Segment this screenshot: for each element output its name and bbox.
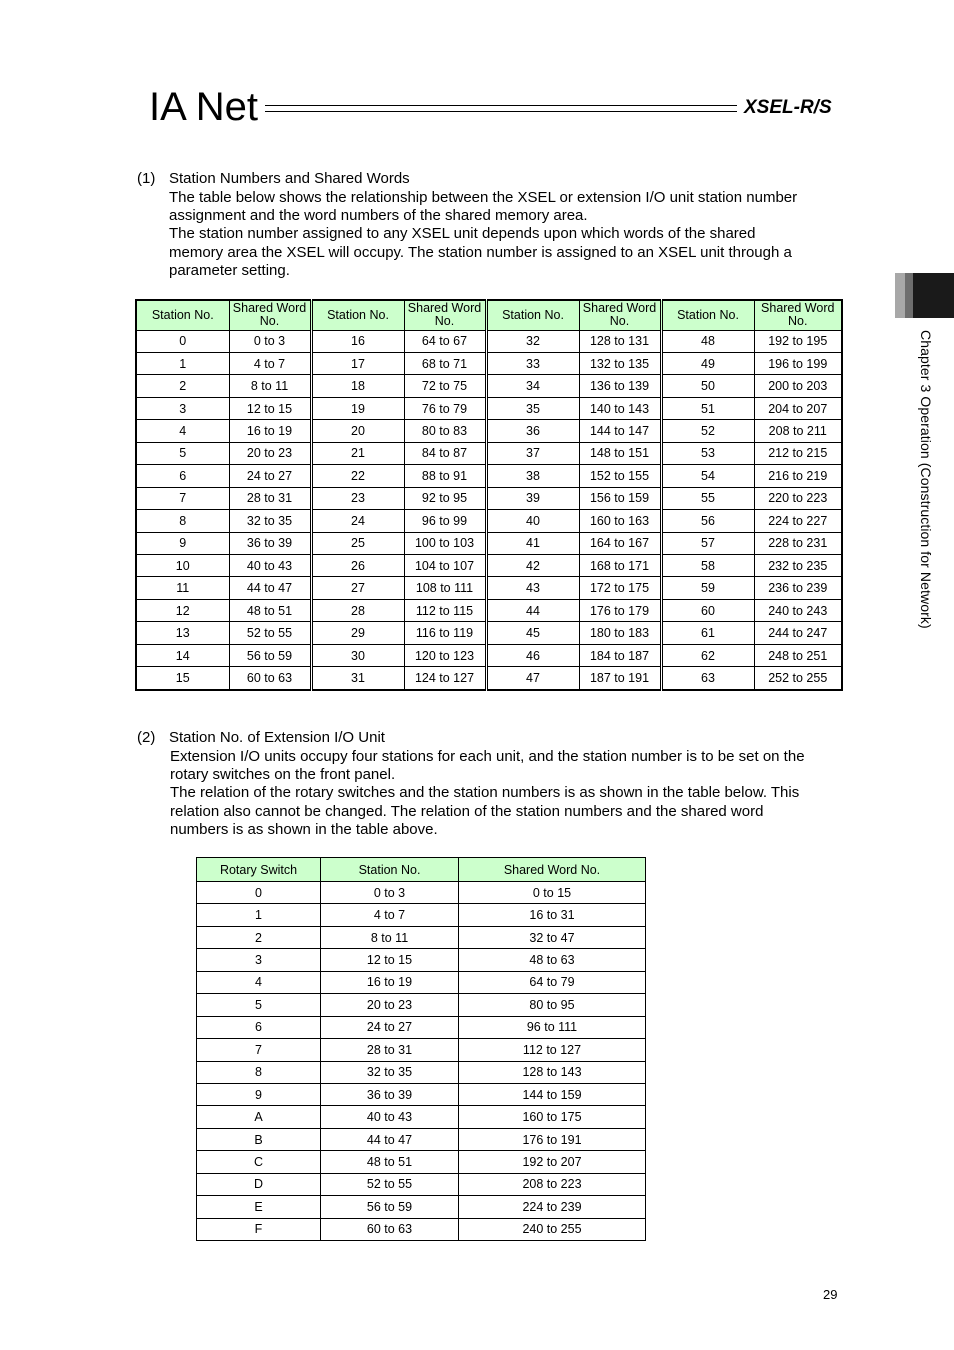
- station-no-cell: 47: [486, 667, 579, 690]
- station-no-cell: 25: [311, 532, 404, 554]
- product-name: XSEL-R/S: [744, 97, 832, 118]
- table-row: [136, 420, 842, 442]
- station-no-cell: 0 to 3: [321, 882, 459, 904]
- rotary-switch-cell: 0: [197, 882, 321, 904]
- station-no-cell: 52 to 55: [321, 1173, 459, 1195]
- station-no-cell: 31: [311, 667, 404, 690]
- station-no-cell: 4: [136, 420, 229, 442]
- shared-word-cell: 32 to 47: [459, 926, 646, 948]
- table-row: [136, 555, 842, 577]
- section-1-number: (1): [137, 170, 156, 187]
- station-no-cell: 12: [136, 599, 229, 621]
- shared-word-cell: 0 to 15: [459, 882, 646, 904]
- station-shared-word-table: [135, 299, 843, 691]
- shared-word-cell: 132 to 135: [579, 352, 661, 374]
- station-no-cell: 34: [486, 375, 579, 397]
- station-no-cell: 35: [486, 397, 579, 419]
- table-row: [136, 622, 842, 644]
- shared-word-cell: 104 to 107: [404, 555, 486, 577]
- shared-word-cell: 16 to 31: [459, 904, 646, 926]
- shared-word-cell: 168 to 171: [579, 555, 661, 577]
- shared-word-cell: 184 to 187: [579, 644, 661, 666]
- shared-word-cell: 180 to 183: [579, 622, 661, 644]
- shared-word-cell: 144 to 159: [459, 1083, 646, 1105]
- shared-word-cell: 216 to 219: [754, 465, 842, 487]
- shared-word-cell: 76 to 79: [404, 397, 486, 419]
- shared-word-cell: 96 to 111: [459, 1016, 646, 1038]
- rotary-switch-cell: 7: [197, 1039, 321, 1061]
- table-row: [136, 532, 842, 554]
- shared-word-cell: 208 to 211: [754, 420, 842, 442]
- station-no-cell: 44: [486, 599, 579, 621]
- table-row: [136, 667, 842, 690]
- shared-word-cell: 160 to 163: [579, 510, 661, 532]
- table-row: [197, 1196, 646, 1218]
- rotary-switch-cell: 8: [197, 1061, 321, 1083]
- station-no-cell: 60: [661, 599, 754, 621]
- station-no-cell: 46: [486, 644, 579, 666]
- shared-word-cell: 28 to 31: [229, 487, 311, 509]
- shared-word-cell: 8 to 11: [229, 375, 311, 397]
- section-1-line: parameter setting.: [169, 262, 290, 280]
- shared-word-cell: 220 to 223: [754, 487, 842, 509]
- section-1-heading: Station Numbers and Shared Words: [169, 170, 410, 187]
- section-2-heading: Station No. of Extension I/O Unit: [169, 729, 385, 746]
- section-2-body: [170, 748, 860, 840]
- shared-word-cell: 192 to 195: [754, 330, 842, 352]
- shared-word-cell: 88 to 91: [404, 465, 486, 487]
- station-no-cell: 15: [136, 667, 229, 690]
- table-row: [197, 926, 646, 948]
- shared-word-cell: 112 to 127: [459, 1039, 646, 1061]
- station-no-cell: 60 to 63: [321, 1218, 459, 1240]
- shared-word-cell: 128 to 143: [459, 1061, 646, 1083]
- station-no-cell: 36 to 39: [321, 1083, 459, 1105]
- shared-word-cell: 236 to 239: [754, 577, 842, 599]
- shared-word-cell: 16 to 19: [229, 420, 311, 442]
- station-no-cell: 4 to 7: [321, 904, 459, 926]
- shared-word-cell: 0 to 3: [229, 330, 311, 352]
- table-row: [136, 352, 842, 374]
- station-no-cell: 11: [136, 577, 229, 599]
- shared-word-cell: 80 to 83: [404, 420, 486, 442]
- section-2-line: numbers is as shown in the table above.: [170, 821, 438, 839]
- station-no-cell: 1: [136, 352, 229, 374]
- shared-word-cell: 248 to 251: [754, 644, 842, 666]
- shared-word-cell: 204 to 207: [754, 397, 842, 419]
- station-no-cell: 48 to 51: [321, 1151, 459, 1173]
- header-rule-top: [265, 105, 737, 106]
- station-no-cell: 39: [486, 487, 579, 509]
- station-no-cell: 6: [136, 465, 229, 487]
- station-no-cell: 54: [661, 465, 754, 487]
- table-row: [197, 1039, 646, 1061]
- station-no-cell: 40: [486, 510, 579, 532]
- shared-word-cell: 20 to 23: [229, 442, 311, 464]
- station-no-cell: 18: [311, 375, 404, 397]
- section-1-line: assignment and the word numbers of the shared memory area.: [169, 206, 588, 224]
- table-row: [136, 577, 842, 599]
- shared-word-cell: 60 to 63: [229, 667, 311, 690]
- station-no-cell: 16 to 19: [321, 971, 459, 993]
- shared-word-cell: 244 to 247: [754, 622, 842, 644]
- section-1-line: memory area the XSEL will occupy. The station number is assigned to an XSEL unit through a: [169, 243, 792, 261]
- shared-word-cell: 64 to 79: [459, 971, 646, 993]
- shared-word-cell: 152 to 155: [579, 465, 661, 487]
- shared-word-cell: 136 to 139: [579, 375, 661, 397]
- rotary-switch-cell: F: [197, 1218, 321, 1240]
- station-no-cell: 24 to 27: [321, 1016, 459, 1038]
- section-2-number: (2): [137, 729, 156, 746]
- station-no-cell: 20: [311, 420, 404, 442]
- shared-word-cell: 140 to 143: [579, 397, 661, 419]
- station-no-cell: 57: [661, 532, 754, 554]
- table-row: [197, 1151, 646, 1173]
- table-row: [136, 599, 842, 621]
- header-station-no: Station No.: [321, 858, 459, 882]
- station-no-cell: 20 to 23: [321, 994, 459, 1016]
- station-no-cell: 56: [661, 510, 754, 532]
- shared-word-cell: 224 to 227: [754, 510, 842, 532]
- station-no-cell: 23: [311, 487, 404, 509]
- station-no-cell: 43: [486, 577, 579, 599]
- table-row: [197, 1083, 646, 1105]
- table-row: [136, 644, 842, 666]
- station-no-cell: 28: [311, 599, 404, 621]
- shared-word-cell: 212 to 215: [754, 442, 842, 464]
- table-row: [197, 1106, 646, 1128]
- header-station-no: Station No.: [136, 300, 229, 330]
- shared-word-cell: 36 to 39: [229, 532, 311, 554]
- shared-word-cell: 164 to 167: [579, 532, 661, 554]
- station-no-cell: 8 to 11: [321, 926, 459, 948]
- station-no-cell: 56 to 59: [321, 1196, 459, 1218]
- rotary-switch-cell: 3: [197, 949, 321, 971]
- shared-word-cell: 232 to 235: [754, 555, 842, 577]
- shared-word-cell: 187 to 191: [579, 667, 661, 690]
- shared-word-cell: 176 to 191: [459, 1128, 646, 1150]
- header-station-no: Station No.: [311, 300, 404, 330]
- station-no-cell: 28 to 31: [321, 1039, 459, 1061]
- station-no-cell: 2: [136, 375, 229, 397]
- shared-word-cell: 44 to 47: [229, 577, 311, 599]
- document-title: IA Net: [149, 85, 258, 129]
- section-1-line: The station number assigned to any XSEL unit depends upon which words of the shared: [169, 225, 756, 243]
- rotary-switch-cell: 2: [197, 926, 321, 948]
- station-no-cell: 55: [661, 487, 754, 509]
- shared-word-cell: 64 to 67: [404, 330, 486, 352]
- table-row: [197, 971, 646, 993]
- shared-word-cell: 56 to 59: [229, 644, 311, 666]
- station-no-cell: 41: [486, 532, 579, 554]
- station-no-cell: 21: [311, 442, 404, 464]
- station-no-cell: 36: [486, 420, 579, 442]
- shared-word-cell: 160 to 175: [459, 1106, 646, 1128]
- shared-word-cell: 120 to 123: [404, 644, 486, 666]
- station-no-cell: 26: [311, 555, 404, 577]
- shared-word-cell: 172 to 175: [579, 577, 661, 599]
- table-row: [197, 949, 646, 971]
- station-no-cell: 48: [661, 330, 754, 352]
- shared-word-cell: 52 to 55: [229, 622, 311, 644]
- rotary-switch-cell: 4: [197, 971, 321, 993]
- shared-word-cell: 68 to 71: [404, 352, 486, 374]
- shared-word-cell: 108 to 111: [404, 577, 486, 599]
- header-shared-word-no: Shared Word No.: [579, 300, 661, 330]
- station-no-cell: 32: [486, 330, 579, 352]
- station-no-cell: 17: [311, 352, 404, 374]
- station-no-cell: 12 to 15: [321, 949, 459, 971]
- station-no-cell: 8: [136, 510, 229, 532]
- station-no-cell: 24: [311, 510, 404, 532]
- rotary-switch-cell: B: [197, 1128, 321, 1150]
- chapter-tab-marker: [895, 273, 954, 318]
- rotary-switch-table: [196, 857, 646, 1241]
- shared-word-cell: 32 to 35: [229, 510, 311, 532]
- header-shared-word-no: Shared Word No.: [404, 300, 486, 330]
- station-no-cell: 40 to 43: [321, 1106, 459, 1128]
- shared-word-cell: 116 to 119: [404, 622, 486, 644]
- shared-word-cell: 224 to 239: [459, 1196, 646, 1218]
- station-no-cell: 0: [136, 330, 229, 352]
- station-no-cell: 38: [486, 465, 579, 487]
- station-no-cell: 62: [661, 644, 754, 666]
- station-no-cell: 53: [661, 442, 754, 464]
- station-no-cell: 52: [661, 420, 754, 442]
- table-row: [197, 882, 646, 904]
- shared-word-cell: 92 to 95: [404, 487, 486, 509]
- chapter-label: Chapter 3 Operation (Construction for Network): [918, 330, 934, 629]
- shared-word-cell: 100 to 103: [404, 532, 486, 554]
- shared-word-cell: 48 to 63: [459, 949, 646, 971]
- station-no-cell: 27: [311, 577, 404, 599]
- rotary-switch-cell: E: [197, 1196, 321, 1218]
- station-no-cell: 30: [311, 644, 404, 666]
- station-no-cell: 45: [486, 622, 579, 644]
- station-no-cell: 50: [661, 375, 754, 397]
- shared-word-cell: 4 to 7: [229, 352, 311, 374]
- page-number: 29: [823, 1287, 838, 1302]
- rotary-switch-cell: 5: [197, 994, 321, 1016]
- table-row: [136, 375, 842, 397]
- table-row: [136, 442, 842, 464]
- station-no-cell: 49: [661, 352, 754, 374]
- shared-word-cell: 24 to 27: [229, 465, 311, 487]
- station-no-cell: 42: [486, 555, 579, 577]
- shared-word-cell: 240 to 255: [459, 1218, 646, 1240]
- station-no-cell: 10: [136, 555, 229, 577]
- rotary-switch-cell: A: [197, 1106, 321, 1128]
- station-no-cell: 16: [311, 330, 404, 352]
- section-2-line: Extension I/O units occupy four stations for each unit, and the station number is to be set on the: [170, 747, 805, 765]
- station-no-cell: 5: [136, 442, 229, 464]
- section-2-line: The relation of the rotary switches and the station numbers is as shown in the table below. This: [170, 784, 800, 802]
- table-row: [197, 1173, 646, 1195]
- station-no-cell: 37: [486, 442, 579, 464]
- shared-word-cell: 240 to 243: [754, 599, 842, 621]
- station-no-cell: 14: [136, 644, 229, 666]
- shared-word-cell: 252 to 255: [754, 667, 842, 690]
- shared-word-cell: 72 to 75: [404, 375, 486, 397]
- table-row: [136, 397, 842, 419]
- shared-word-cell: 112 to 115: [404, 599, 486, 621]
- shared-word-cell: 144 to 147: [579, 420, 661, 442]
- section-1-body: [169, 189, 859, 281]
- table-row: [197, 1218, 646, 1240]
- station-no-cell: 58: [661, 555, 754, 577]
- station-no-cell: 22: [311, 465, 404, 487]
- table-row: [197, 1128, 646, 1150]
- header-shared-word-no: Shared Word No.: [459, 858, 646, 882]
- section-2-line: rotary switches on the front panel.: [170, 765, 396, 783]
- shared-word-cell: 12 to 15: [229, 397, 311, 419]
- table-row: [136, 487, 842, 509]
- section-1-line: The table below shows the relationship between the XSEL or extension I/O unit station number: [169, 188, 798, 206]
- header-shared-word-no: Shared Word No.: [229, 300, 311, 330]
- station-no-cell: 19: [311, 397, 404, 419]
- header-station-no: Station No.: [661, 300, 754, 330]
- shared-word-cell: 48 to 51: [229, 599, 311, 621]
- station-no-cell: 3: [136, 397, 229, 419]
- station-no-cell: 32 to 35: [321, 1061, 459, 1083]
- table-row: [197, 994, 646, 1016]
- shared-word-cell: 176 to 179: [579, 599, 661, 621]
- table-row: [197, 1016, 646, 1038]
- shared-word-cell: 208 to 223: [459, 1173, 646, 1195]
- rotary-switch-cell: 9: [197, 1083, 321, 1105]
- shared-word-cell: 96 to 99: [404, 510, 486, 532]
- shared-word-cell: 228 to 231: [754, 532, 842, 554]
- station-no-cell: 29: [311, 622, 404, 644]
- header-station-no: Station No.: [486, 300, 579, 330]
- shared-word-cell: 84 to 87: [404, 442, 486, 464]
- shared-word-cell: 40 to 43: [229, 555, 311, 577]
- station-no-cell: 59: [661, 577, 754, 599]
- station-no-cell: 33: [486, 352, 579, 374]
- shared-word-cell: 128 to 131: [579, 330, 661, 352]
- rotary-switch-cell: C: [197, 1151, 321, 1173]
- shared-word-cell: 124 to 127: [404, 667, 486, 690]
- shared-word-cell: 200 to 203: [754, 375, 842, 397]
- rotary-switch-cell: 1: [197, 904, 321, 926]
- station-no-cell: 44 to 47: [321, 1128, 459, 1150]
- section-2-line: relation also cannot be changed. The relation of the station numbers and the shared word: [170, 802, 764, 820]
- shared-word-cell: 80 to 95: [459, 994, 646, 1016]
- table-row: [197, 904, 646, 926]
- shared-word-cell: 192 to 207: [459, 1151, 646, 1173]
- table-row: [136, 330, 842, 352]
- header-rotary-switch: Rotary Switch: [197, 858, 321, 882]
- table-row: [136, 510, 842, 532]
- header-shared-word-no: Shared Word No.: [754, 300, 842, 330]
- shared-word-cell: 156 to 159: [579, 487, 661, 509]
- header-rule-bottom: [265, 111, 737, 112]
- station-no-cell: 13: [136, 622, 229, 644]
- station-no-cell: 9: [136, 532, 229, 554]
- station-no-cell: 61: [661, 622, 754, 644]
- shared-word-cell: 148 to 151: [579, 442, 661, 464]
- station-no-cell: 63: [661, 667, 754, 690]
- station-no-cell: 51: [661, 397, 754, 419]
- table-row: [197, 1061, 646, 1083]
- table-row: [136, 465, 842, 487]
- rotary-switch-cell: D: [197, 1173, 321, 1195]
- rotary-switch-cell: 6: [197, 1016, 321, 1038]
- shared-word-cell: 196 to 199: [754, 352, 842, 374]
- station-no-cell: 7: [136, 487, 229, 509]
